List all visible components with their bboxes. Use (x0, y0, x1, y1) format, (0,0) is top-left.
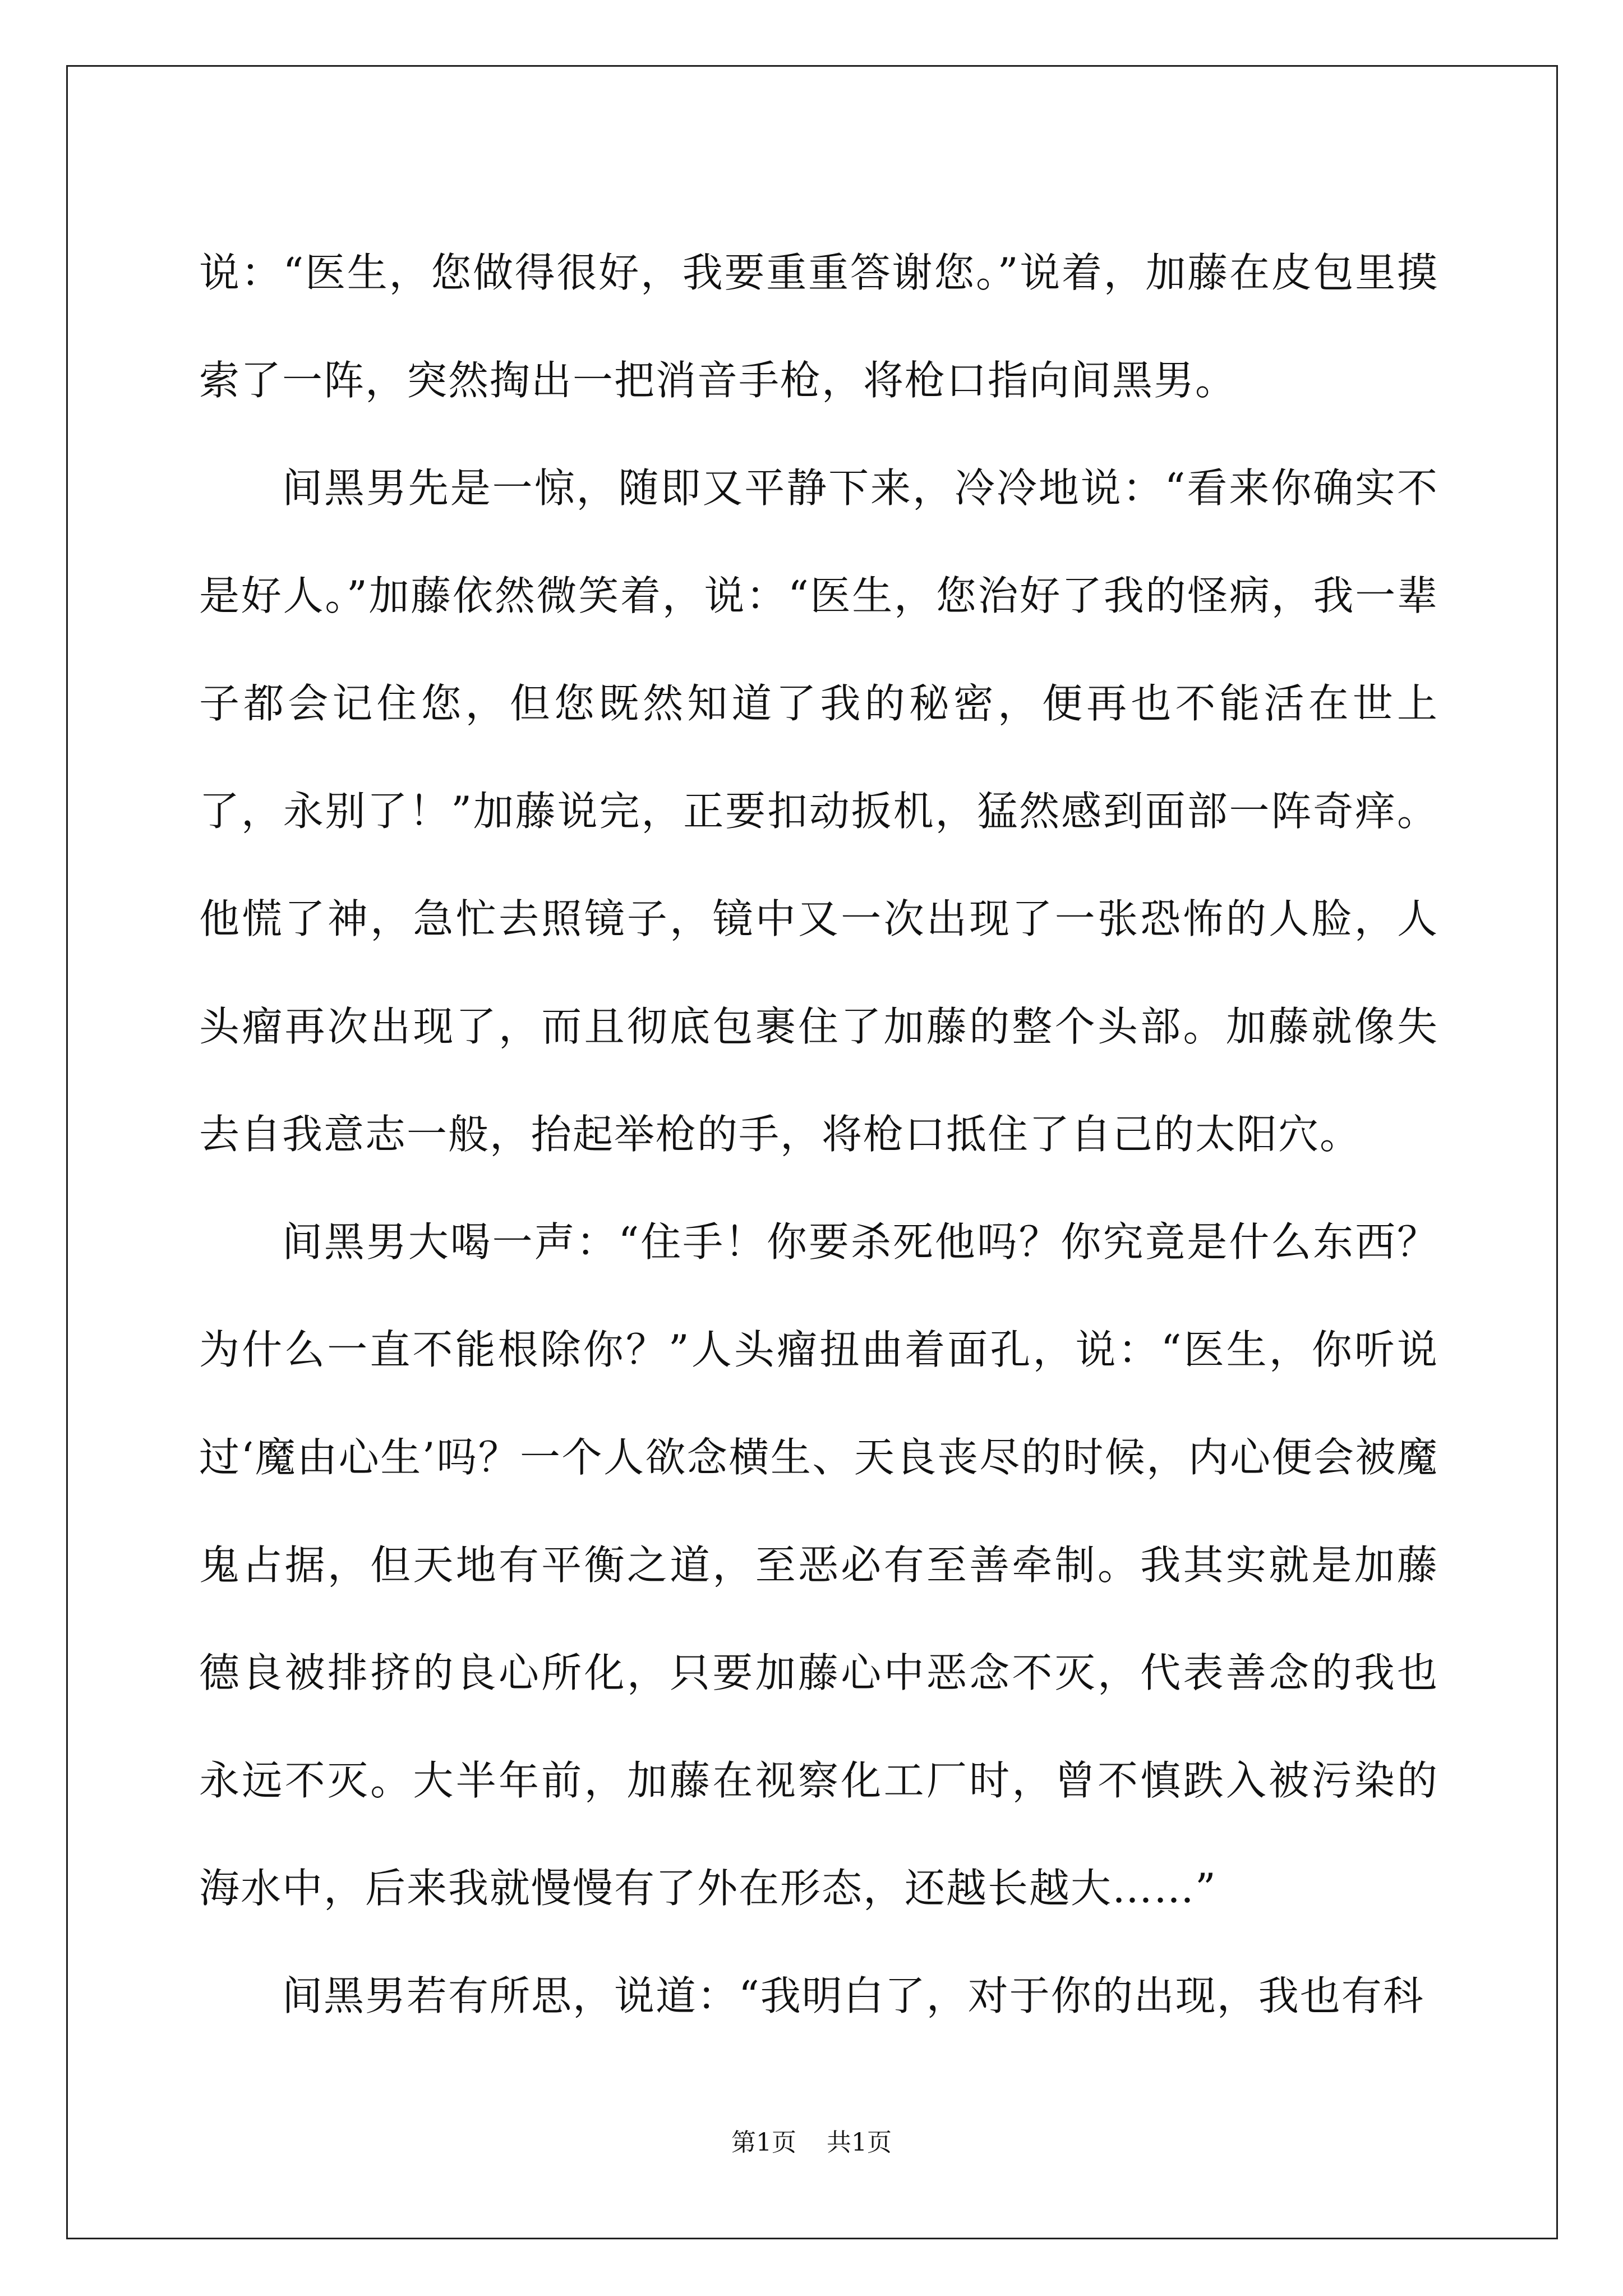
paragraph-3: 间黑男大喝一声：“住手！你要杀死他吗？你究竟是什么东西？为什么一直不能根除你？”人头瘤扭曲着面孔，说：“医生，你听说过‘魔由心生’吗？一个人欲念横生、天良丧尽的时候，内心便会被魔鬼占据，但天地有平衡之道，至恶必有至善牵制。我其实就是加藤德良被排挤的良心所化，只要加藤心中恶念不灭，代表善念的我也永远不灭。大半年前，加藤在视察化工厂时，曾不慎跌入被污染的海水中，后来我就慢慢有了外在形态，还越长越大……” (199, 1218, 1438, 1912)
paragraph-1: 说：“医生，您做得很好，我要重重答谢您。”说着，加藤在皮包里摸索了一阵，突然掏出一把消音手枪，将枪口指向间黑男。 (199, 249, 1438, 404)
page-total: 共1页 (827, 2128, 892, 2157)
page-number: 第1页 (731, 2128, 796, 2157)
document-body (199, 219, 1438, 2050)
page-footer (0, 2126, 1623, 2160)
paragraph-4: 间黑男若有所思，说道：“我明白了，对于你的出现，我也有科 (282, 1972, 1424, 2019)
paragraph-2: 间黑男先是一惊，随即又平静下来，冷冷地说：“看来你确实不是好人。”加藤依然微笑着，说：“医生，您治好了我的怪病，我一辈子都会记住您，但您既然知道了我的秘密，便再也不能活在世上了，永别了！”加藤说完，正要扣动扳机，猛然感到面部一阵奇痒。他慌了神，急忙去照镜子，镜中又一次出现了一张恐怖的人脸，人头瘤再次出现了，而且彻底包裹住了加藤的整个头部。加藤就像失去自我意志一般，抬起举枪的手，将枪口抵住了自己的太阳穴。 (199, 464, 1438, 1158)
